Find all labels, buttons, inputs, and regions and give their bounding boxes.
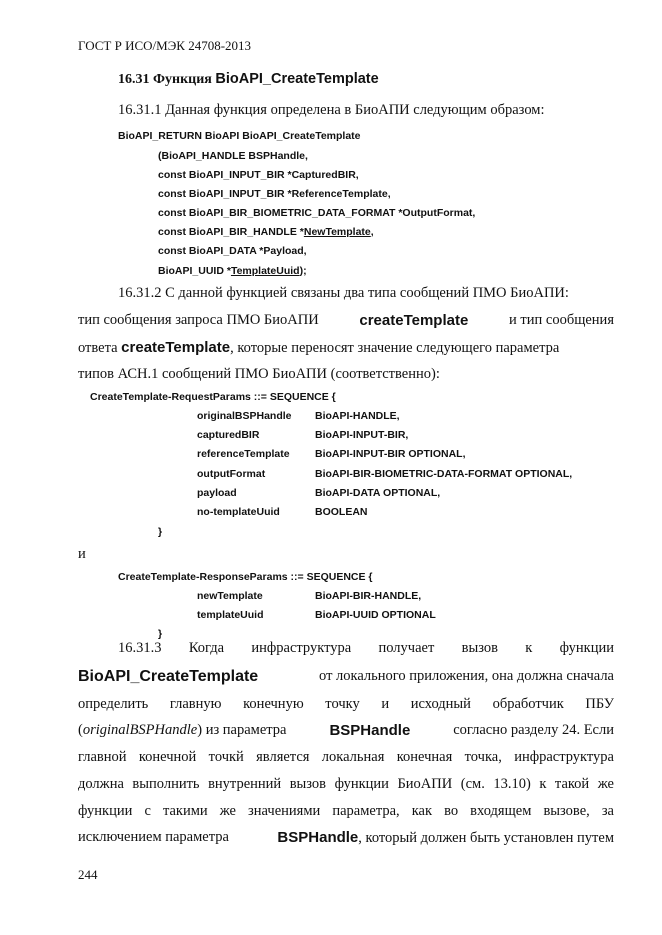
conjunction: и [78,546,86,562]
field-type: BioAPI-INPUT-BIR, [315,429,409,441]
original-bsp-handle-term: originalBSPHandle [82,722,198,738]
bsp-handle-term: BSPHandle [277,829,359,846]
field-name: payload [197,487,237,499]
field-type: BioAPI-INPUT-BIR OPTIONAL, [315,448,466,460]
paragraph-16-31-1: 16.31.1 Данная функция определена в БиоАПИ следующим образом: [118,102,545,118]
signature-line: BioAPI_UUID *TemplateUuid); [158,265,307,277]
paragraph-16-31-3-line: главной конечной точкй является локальная конечная точка, инфраструктура [78,749,614,765]
section-function-name: BioAPI_CreateTemplate [215,71,379,87]
signature-line: (BioAPI_HANDLE BSPHandle, [158,150,308,162]
response-params-header: CreateTemplate-ResponseParams ::= SEQUENCE { [118,571,373,583]
paragraph-16-31-2-line: ответа createTemplate, которые переносят значение следующего параметра [78,339,560,356]
response-params-close: } [158,628,163,640]
new-template-param: NewTemplate [303,226,371,238]
signature-line: BioAPI_RETURN BioAPI BioAPI_CreateTemplate [118,130,361,142]
paragraph-16-31-2-line: типов АСН.1 сообщений ПМО БиоАПИ (соответственно): [78,366,440,382]
field-name: referenceTemplate [197,448,290,460]
field-name: no-templateUuid [197,506,280,518]
paragraph-16-31-3-line: определить главную конечную точку и исходный обработчик ПБУ [78,696,614,712]
field-name: newTemplate [197,590,263,602]
field-type: BOOLEAN [315,506,368,518]
signature-line: const BioAPI_INPUT_BIR *CapturedBIR, [158,169,359,181]
signature-line: const BioAPI_BIR_BIOMETRIC_DATA_FORMAT *OutputFormat, [158,207,476,219]
document-header: ГОСТ Р ИСО/МЭК 24708-2013 [78,38,252,53]
paragraph-16-31-2-line: 16.31.2 С данной функцией связаны два типа сообщений ПМО БиоАПИ: [118,285,569,301]
section-number: 16.31 Функция [118,72,212,87]
paragraph-16-31-3-line: должна выполнить внутренний вызов функции БиоАПИ (см. 13.10) к такой же [78,776,614,792]
request-params-header: CreateTemplate-RequestParams ::= SEQUENCE { [90,391,336,403]
paragraph-16-31-3-line: функции с такими же значениями параметра, как во входящем вызове, за [78,803,614,819]
section-title [118,71,379,88]
template-uuid-param: TemplateUuid [230,265,300,277]
field-type: BioAPI-UUID OPTIONAL [315,609,436,621]
field-type: BioAPI-DATA OPTIONAL, [315,487,441,499]
field-name: originalBSPHandle [197,410,292,422]
page-number: 244 [78,867,98,882]
field-type: BioAPI-BIR-HANDLE, [315,590,422,602]
signature-line: const BioAPI_BIR_HANDLE *NewTemplate, [158,226,374,238]
field-name: capturedBIR [197,429,260,441]
create-template-term: createTemplate [359,312,469,329]
paragraph-16-31-3-line: BioAPI_CreateTemplate от локального приложения, она должна сначала [78,668,614,685]
paragraph-16-31-3-line: 16.31.3 Когда инфраструктура получает вызов к функции [118,640,614,656]
paragraph-16-31-3-line: исключением параметра BSPHandle, который должен быть установлен путем [78,829,614,846]
paragraph-16-31-3-line: (originalBSPHandle) из параметра BSPHandle согласно разделу 24. Если [78,722,614,739]
field-type: BioAPI-BIR-BIOMETRIC-DATA-FORMAT OPTIONAL, [315,468,573,480]
signature-line: const BioAPI_DATA *Payload, [158,245,307,257]
request-params-close: } [158,526,163,538]
bsp-handle-term: BSPHandle [329,722,411,739]
function-name-term: BioAPI_CreateTemplate [78,668,259,685]
field-name: templateUuid [197,609,264,621]
create-template-term: createTemplate [121,339,231,356]
field-type: BioAPI-HANDLE, [315,410,400,422]
paragraph-16-31-2-line: тип сообщения запроса ПМО БиоАПИ createTemplate и тип сообщения [78,312,614,329]
field-name: outputFormat [197,468,266,480]
signature-line: const BioAPI_INPUT_BIR *ReferenceTemplate, [158,188,391,200]
